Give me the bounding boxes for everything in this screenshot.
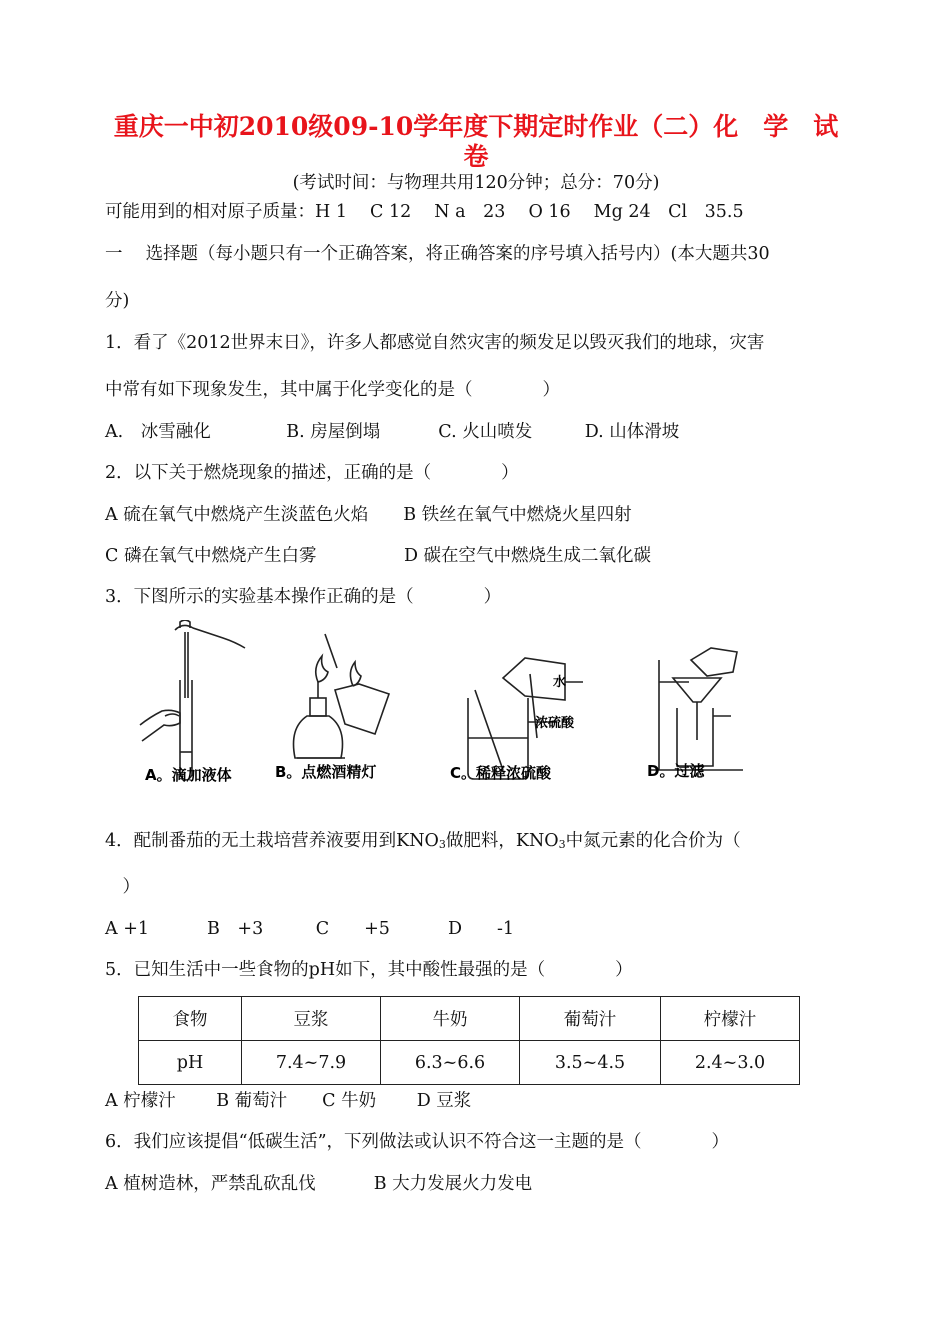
table-header-cell: 牛奶 [381, 997, 520, 1041]
table-cell: pH [139, 1041, 242, 1085]
water-label: 水 [553, 675, 567, 690]
atomic-masses: 可能用到的相对原子质量：H 1 C 12 N a 23 O 16 Mg 24 Cl 35.5 [105, 202, 744, 222]
question-3-stem: 3．下图所示的实验基本操作正确的是（ ） [105, 587, 502, 607]
section-heading-line-1: 一 选择题（每小题只有一个正确答案，将正确答案的序号填入括号内）(本大题共30 [105, 244, 770, 264]
question-4-options: A +1 B +3 C +5 D -1 [105, 919, 515, 939]
figure-caption-c: C。稀释浓硫酸 [450, 764, 552, 782]
title-line-1: 重庆一中初2010级09-10学年度下期定时作业（二）化 学 试 [113, 112, 839, 141]
acid-label: 浓硫酸 [535, 716, 575, 731]
table-header-cell: 葡萄汁 [520, 997, 661, 1041]
title-line-2: 卷 [463, 142, 489, 171]
table-cell: 3.5~4.5 [520, 1041, 661, 1085]
figure-caption-a: A。滴加液体 [145, 766, 232, 784]
question-4-stem-line-1 [105, 830, 741, 856]
ph-table [138, 996, 800, 1085]
figure-caption-b: B。点燃酒精灯 [275, 763, 377, 781]
q4-text-b: 做肥料，KNO [445, 831, 559, 851]
question-1-stem-line-1: 1．看了《2012世界末日》，许多人都感觉自然灾害的频发足以毁灭我们的地球，灾害 [105, 333, 765, 353]
table-cell: 2.4~3.0 [661, 1041, 800, 1085]
question-2-options-row-2: C 磷在氧气中燃烧产生白雾 D 碳在空气中燃烧生成二氧化碳 [105, 546, 652, 566]
table-cell: 6.3~6.6 [381, 1041, 520, 1085]
table-header-cell: 豆浆 [242, 997, 381, 1041]
table-cell: 7.4~7.9 [242, 1041, 381, 1085]
question-5-options: A 柠檬汁 B 葡萄汁 C 牛奶 D 豆浆 [105, 1091, 472, 1111]
q4-subscript-2: 3 [558, 838, 566, 851]
table-row [139, 1041, 800, 1085]
filtration-illustration [649, 648, 743, 770]
exam-info: (考试时间：与物理共用120分钟；总分：70分) [292, 173, 660, 193]
section-heading-line-2: 分) [105, 291, 130, 311]
alcohol-lamp-illustration [294, 634, 390, 758]
question-6-options-row-1: A 植树造林，严禁乱砍乱伐 B 大力发展火力发电 [105, 1174, 533, 1194]
q4-text-a: 4．配制番茄的无土栽培营养液要用到KNO [105, 831, 439, 851]
question-4-stem-line-2: ） [105, 877, 140, 897]
table-header-cell: 食物 [139, 997, 242, 1041]
lab-operations-figure [125, 620, 845, 795]
dropper-illustration [140, 620, 245, 780]
table-header-cell: 柠檬汁 [661, 997, 800, 1041]
question-1-stem-line-2: 中常有如下现象发生，其中属于化学变化的是（ ） [105, 380, 560, 400]
question-2-stem: 2．以下关于燃烧现象的描述，正确的是（ ） [105, 463, 519, 483]
q4-text-c: 中氮元素的化合价为（ [565, 831, 741, 851]
question-1-options: A. 冰雪融化 B. 房屋倒塌 C. 火山喷发 D. 山体滑坡 [105, 422, 680, 442]
question-6-stem: 6．我们应该提倡“低碳生活”，下列做法或认识不符合这一主题的是（ ） [105, 1132, 730, 1152]
q4-subscript-1: 3 [438, 838, 446, 851]
exam-title [100, 112, 852, 172]
question-5-stem: 5．已知生活中一些食物的pH如下，其中酸性最强的是（ ） [105, 960, 633, 980]
figure-caption-d: D。过滤 [647, 762, 705, 780]
table-row [139, 997, 800, 1041]
question-2-options-row-1: A 硫在氧气中燃烧产生淡蓝色火焰 B 铁丝在氧气中燃烧火星四射 [105, 505, 632, 525]
